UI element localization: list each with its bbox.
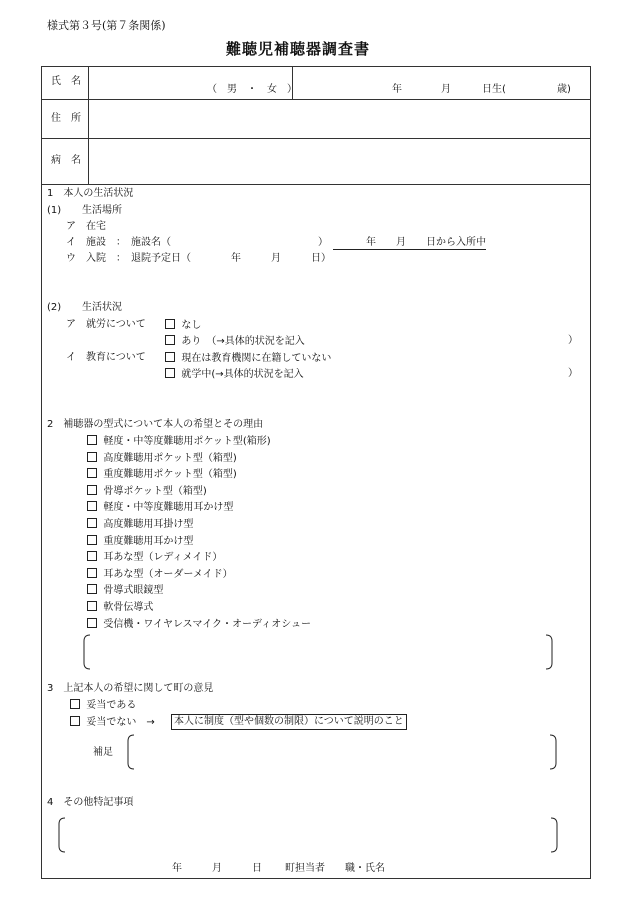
facility-close-paren: ） [318, 237, 328, 248]
hearing-aid-option-label: 重度難聴用耳かけ型 [103, 536, 194, 547]
section1-heading: 1 本人の生活状況 [47, 188, 134, 199]
checkbox-icon[interactable] [87, 452, 97, 462]
edu-none-label: 現在は教育機関に在籍していない [181, 353, 332, 364]
section1-sub2-number: (2) [47, 302, 62, 313]
section2-reason-bracket[interactable] [82, 634, 554, 670]
row-divider-disease [41, 184, 590, 185]
hearing-aid-option-label: 耳あな型（レディメイド） [103, 552, 223, 563]
checkbox-icon[interactable] [87, 551, 97, 561]
hearing-aid-option-label: 耳あな型（オーダーメイド） [103, 569, 233, 580]
work-yes-label: あり （→具体的状況を記入 [181, 336, 305, 347]
checkbox-icon[interactable] [87, 601, 97, 611]
hearing-aid-option[interactable] [87, 551, 222, 564]
supplement-bracket[interactable] [126, 734, 558, 770]
hearing-aid-option[interactable] [87, 435, 271, 448]
checkbox-icon[interactable] [165, 352, 175, 362]
opinion-ok-option[interactable] [70, 699, 136, 712]
checkbox-icon[interactable] [165, 319, 175, 329]
hearing-aid-option[interactable] [87, 584, 163, 597]
system-explanation-note: 本人に制度（型や個数の制限）について説明のこと [171, 714, 407, 730]
work-label: ア 就労について [66, 319, 146, 330]
footer-date: 年 月 日 [172, 863, 262, 874]
edu-close-paren: ） [568, 368, 578, 379]
section3-heading: 3 上記本人の希望に関して町の意見 [47, 683, 214, 694]
birth-year-label: 年 [392, 84, 402, 95]
hearing-aid-option[interactable] [87, 518, 193, 531]
form-number: 様式第３号(第７条関係) [47, 19, 166, 32]
checkbox-icon[interactable] [87, 518, 97, 528]
birth-month-label: 月 [441, 84, 451, 95]
checkbox-icon[interactable] [87, 501, 97, 511]
checkbox-icon[interactable] [87, 568, 97, 578]
option-hospital: ウ 入院 ： 退院予定日（ 年 月 日） [66, 253, 331, 264]
option-home: ア 在宅 [66, 221, 106, 232]
supplement-label: 補足 [93, 747, 113, 758]
work-close-paren: ） [568, 335, 578, 346]
hearing-aid-option[interactable] [87, 452, 237, 465]
address-label: 住 所 [51, 113, 81, 124]
checkbox-icon[interactable] [87, 468, 97, 478]
gender-choice[interactable]: （ 男 ・ 女 ） [207, 84, 297, 95]
checkbox-icon[interactable] [70, 716, 80, 726]
hearing-aid-option[interactable] [87, 568, 233, 581]
section1-sub1-number: (1) [47, 205, 62, 216]
edu-yes-option[interactable] [165, 368, 304, 381]
hearing-aid-option[interactable] [87, 618, 311, 631]
work-none-option[interactable] [165, 319, 201, 332]
hearing-aid-option-label: 重度難聴用ポケット型（箱型) [103, 469, 237, 480]
section1-sub2-title: 生活状況 [82, 302, 122, 313]
education-label: イ 教育について [66, 352, 146, 363]
edu-yes-label: 就学中(→具体的状況を記入 [181, 369, 304, 380]
hearing-aid-option-label: 受信機・ワイヤレスマイク・オーディオシュー [103, 619, 312, 630]
checkbox-icon[interactable] [87, 435, 97, 445]
option-facility: イ 施設 ： 施設名（ [66, 237, 171, 248]
admission-date: 年 月 日から入所中 [333, 237, 486, 250]
birth-day-label: 日生( [482, 84, 506, 95]
work-none-label: なし [181, 320, 202, 331]
checkbox-icon[interactable] [87, 485, 97, 495]
checkbox-icon[interactable] [165, 368, 175, 378]
checkbox-icon[interactable] [87, 584, 97, 594]
label-column-divider [88, 66, 89, 184]
checkbox-icon[interactable] [87, 618, 97, 628]
section1-sub1-title: 生活場所 [82, 205, 122, 216]
hearing-aid-option-label: 軽度・中等度難聴用ポケット型(箱形) [103, 436, 271, 447]
work-yes-option[interactable] [165, 335, 305, 348]
section4-heading: 4 その他特記事項 [47, 797, 134, 808]
footer-staff: 町担当者 職・氏名 [285, 863, 385, 874]
name-label: 氏 名 [51, 76, 81, 87]
hearing-aid-option[interactable] [87, 601, 153, 614]
hearing-aid-option-label: 骨導式眼鏡型 [103, 585, 164, 596]
age-label: 歳) [557, 84, 571, 95]
remarks-bracket[interactable] [57, 817, 559, 853]
hearing-aid-option-label: 高度難聴用ポケット型（箱型) [103, 453, 237, 464]
opinion-ok-label: 妥当である [86, 700, 137, 711]
hearing-aid-option[interactable] [87, 485, 207, 498]
hearing-aid-option[interactable] [87, 501, 233, 514]
hearing-aid-option-label: 高度難聴用耳掛け型 [103, 519, 194, 530]
hearing-aid-option-label: 骨導ポケット型（箱型) [103, 486, 207, 497]
hearing-aid-option[interactable] [87, 468, 237, 481]
hearing-aid-option-label: 軟骨伝導式 [103, 602, 154, 613]
checkbox-icon[interactable] [70, 699, 80, 709]
disease-label: 病 名 [51, 155, 81, 166]
hearing-aid-option-label: 軽度・中等度難聴用耳かけ型 [103, 502, 234, 513]
checkbox-icon[interactable] [87, 535, 97, 545]
opinion-ng-label: 妥当でない → [86, 717, 155, 728]
row-divider-name [41, 99, 590, 100]
checkbox-icon[interactable] [165, 335, 175, 345]
opinion-ng-option[interactable] [70, 716, 155, 729]
edu-none-option[interactable] [165, 352, 331, 365]
hearing-aid-option[interactable] [87, 535, 193, 548]
page-title: 難聴児補聴器調査書 [226, 40, 371, 58]
section2-heading: 2 補聴器の型式について本人の希望とその理由 [47, 419, 264, 430]
row-divider-address [41, 138, 590, 139]
